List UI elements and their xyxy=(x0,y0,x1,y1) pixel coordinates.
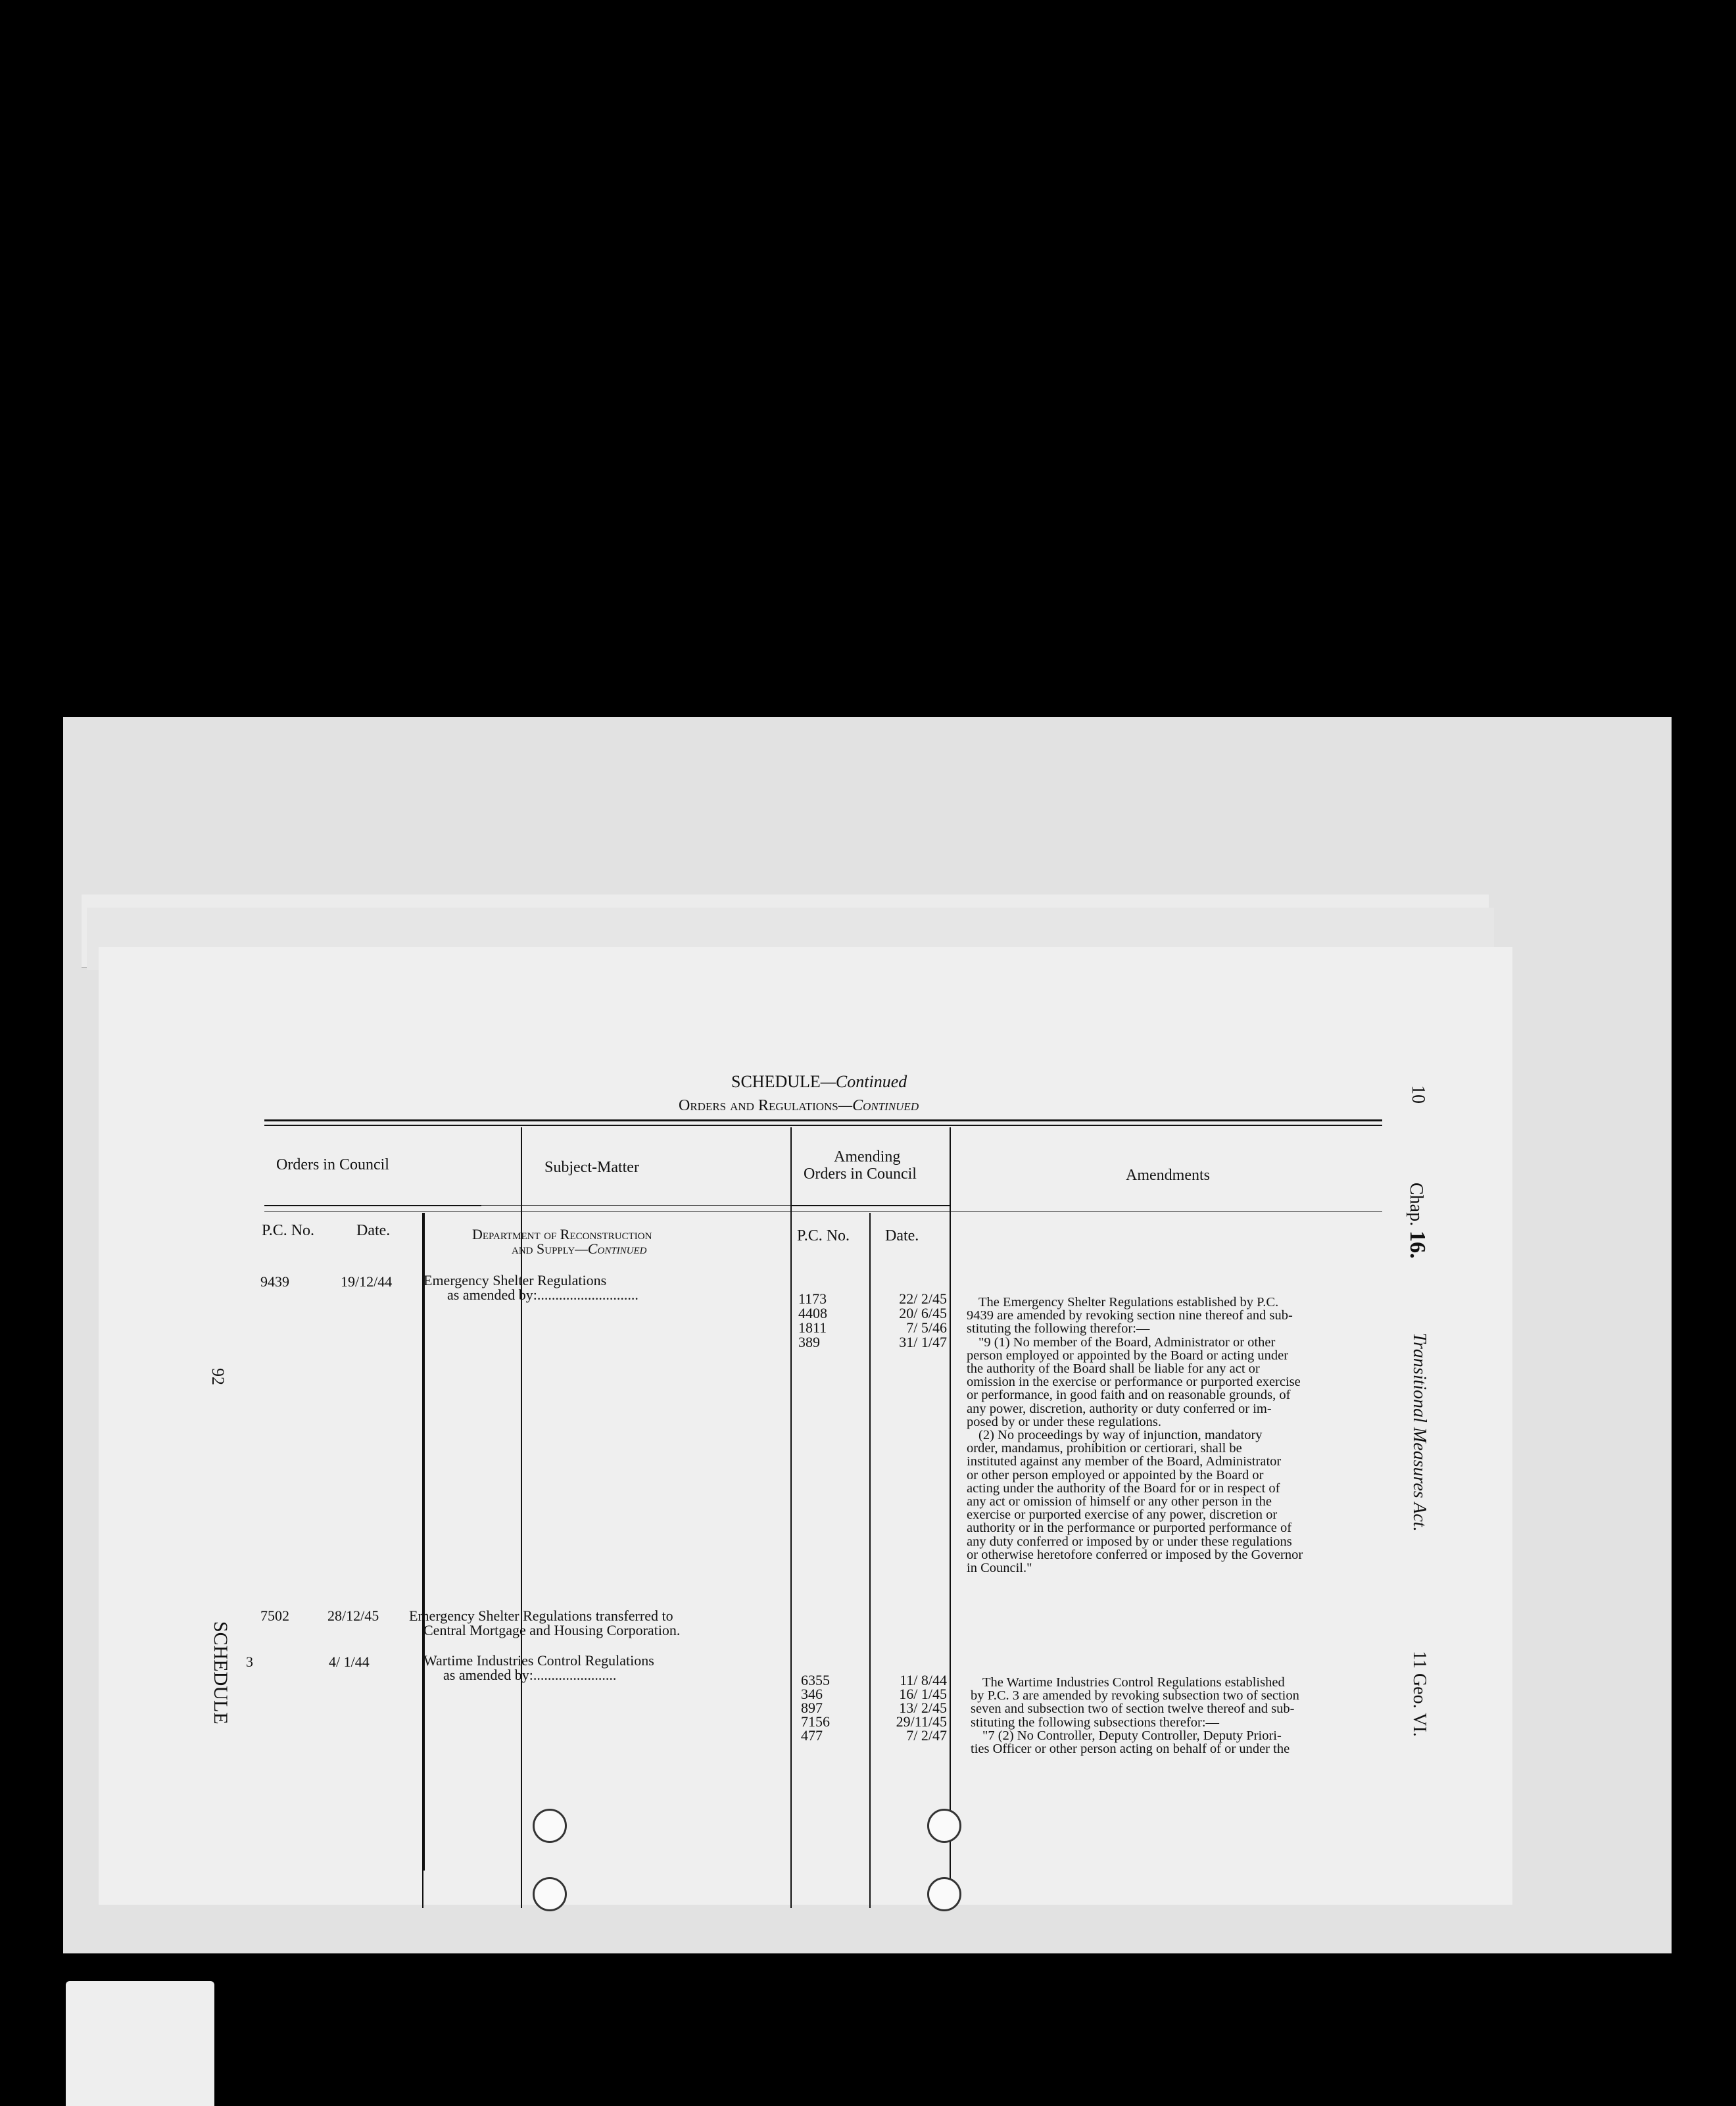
amendment-line: exercise or purported exercise of any power, discretion or xyxy=(967,1507,1278,1523)
margin-act-title: Transitional Measures Act. xyxy=(1409,1333,1430,1532)
header-rule-amending xyxy=(790,1205,950,1206)
amendment-line: The Emergency Shelter Regulations established by P.C. xyxy=(978,1295,1279,1310)
amendment-line: person employed or appointed by the Board or acting under xyxy=(967,1348,1289,1363)
amending-date: 11/ 8/44 xyxy=(900,1672,947,1688)
entry-subject: Emergency Shelter Regulations xyxy=(423,1272,607,1288)
amending-pc: 1811 xyxy=(798,1319,827,1336)
entry-pc-no: 3 xyxy=(246,1653,253,1670)
punched-hole xyxy=(533,1877,567,1911)
entry-subject: Emergency Shelter Regulations transferred to xyxy=(409,1607,673,1624)
amending-pc: 897 xyxy=(801,1700,823,1716)
amending-pc-list xyxy=(798,1292,827,1350)
left-page-number: 92 xyxy=(208,1368,228,1385)
header-rule-oic xyxy=(264,1205,481,1206)
amending-date: 29/11/45 xyxy=(896,1713,947,1730)
amending-pc: 6355 xyxy=(801,1672,830,1688)
column-heading-amending-oic: Orders in Council xyxy=(804,1165,917,1183)
amending-date: 7/ 5/46 xyxy=(906,1319,947,1336)
column-line-date xyxy=(422,1213,423,1908)
entry-date: 19/12/44 xyxy=(341,1273,393,1290)
amending-date: 22/ 2/45 xyxy=(899,1290,947,1307)
amendment-line: instituted against any member of the Board, Administrator xyxy=(967,1454,1282,1469)
amendment-line: "7 (2) No Controller, Deputy Controller, Deputy Priori- xyxy=(982,1728,1282,1743)
amending-pc: 389 xyxy=(798,1334,820,1350)
amending-pc: 4408 xyxy=(798,1305,827,1321)
amendment-line: order, mandamus, prohibition or certiorari, shall be xyxy=(967,1441,1242,1456)
amendment-line: by P.C. 3 are amended by revoking subsection two of section xyxy=(971,1688,1299,1703)
page-subtitle: Orders and Regulations—Continued xyxy=(679,1097,919,1114)
punched-hole xyxy=(533,1809,567,1843)
amending-pc: 346 xyxy=(801,1686,823,1702)
left-running-head: SCHEDULE xyxy=(210,1621,231,1725)
department-heading: Department of Reconstruction xyxy=(472,1226,652,1242)
amendment-line: ties Officer or other person acting on behalf of or under the xyxy=(971,1742,1290,1757)
column-heading-amendments: Amendments xyxy=(1126,1167,1210,1184)
header-rule-top-2 xyxy=(264,1125,1382,1126)
amendment-line: The Wartime Industries Control Regulations established xyxy=(982,1675,1285,1690)
amendment-line: stituting the following therefor:— xyxy=(967,1321,1150,1336)
column-heading-amending: Amending xyxy=(834,1148,901,1165)
entry-subject-continued: Central Mortgage and Housing Corporation. xyxy=(423,1622,681,1638)
amending-date: 16/ 1/45 xyxy=(899,1686,947,1702)
entry-date: 4/ 1/44 xyxy=(329,1653,370,1670)
amending-date: 31/ 1/47 xyxy=(899,1334,947,1350)
amending-date: 7/ 2/47 xyxy=(906,1727,947,1744)
page-title: SCHEDULE—Continued xyxy=(731,1072,907,1091)
entry-pc-no: 9439 xyxy=(260,1273,289,1290)
amendment-line: the authority of the Board shall be liable for any act or xyxy=(967,1361,1260,1377)
amendment-line: any duty conferred or imposed by or under these regulations xyxy=(967,1534,1292,1549)
amendment-line: authority or in the performance or purported performance of xyxy=(967,1521,1292,1536)
column-line xyxy=(423,1213,425,1871)
column-heading-date: Date. xyxy=(356,1222,391,1239)
amendment-line: acting under the authority of the Board for or in respect of xyxy=(967,1481,1280,1496)
amendment-line: 9439 are amended by revoking section nine thereof and sub- xyxy=(967,1308,1293,1323)
entry-subject-amended: as amended by:....................... xyxy=(443,1667,617,1683)
column-line-amendments xyxy=(950,1127,951,1908)
margin-chapter: Chap. 16. xyxy=(1405,1183,1430,1259)
amending-pc: 1173 xyxy=(798,1290,827,1307)
column-heading-amending-pc-no: P.C. No. xyxy=(797,1227,850,1244)
amendment-line: any power, discretion, authority or duty conferred or im- xyxy=(967,1401,1272,1416)
amendment-line: posed by or under these regulations. xyxy=(967,1414,1162,1429)
amendment-text-emergency-shelter xyxy=(967,1296,1303,1575)
amendment-line: "9 (1) No member of the Board, Administrator or other xyxy=(978,1335,1276,1350)
column-heading-pc-no: P.C. No. xyxy=(262,1222,315,1239)
punched-hole xyxy=(927,1809,961,1843)
department-heading-continued: and Supply—Continued xyxy=(512,1240,647,1257)
column-heading-amending-date: Date. xyxy=(885,1227,919,1244)
amendment-line: (2) No proceedings by way of injunction, mandatory xyxy=(978,1428,1263,1443)
amendment-line: omission in the exercise or performance or purported exercise xyxy=(967,1375,1301,1390)
amendment-line: or performance, in good faith and on reasonable grounds, of xyxy=(967,1388,1291,1403)
amending-date: 20/ 6/45 xyxy=(899,1305,947,1321)
paper-tab xyxy=(66,1981,214,2106)
column-heading-subject-matter: Subject-Matter xyxy=(544,1159,639,1176)
entry-subject-amended: as amended by:............................ xyxy=(447,1286,639,1303)
amending-date-list xyxy=(875,1292,947,1350)
amending-pc: 477 xyxy=(801,1727,823,1744)
amending-pc: 7156 xyxy=(801,1713,830,1730)
amendment-line: stituting the following subsections therefor:— xyxy=(971,1715,1220,1730)
amending-date-list xyxy=(875,1673,947,1742)
entry-pc-no: 7502 xyxy=(260,1607,289,1624)
amending-date: 13/ 2/45 xyxy=(899,1700,947,1716)
amendment-line: or otherwise heretofore conferred or imposed by the Governor xyxy=(967,1547,1303,1562)
amendment-line: seven and subsection two of section twelve thereof and sub- xyxy=(971,1702,1295,1717)
punched-hole xyxy=(927,1877,961,1911)
margin-page-number: 10 xyxy=(1408,1085,1428,1104)
column-line-amending xyxy=(790,1127,792,1908)
header-rule-subject xyxy=(480,1205,792,1206)
entry-date: 28/12/45 xyxy=(327,1607,379,1624)
amending-pc-list xyxy=(801,1673,830,1742)
header-rule-top xyxy=(264,1119,1382,1121)
entry-subject: Wartime Industries Control Regulations xyxy=(423,1652,654,1669)
amendment-text-wartime-industries xyxy=(971,1676,1299,1755)
column-line-amending-date xyxy=(869,1213,871,1908)
amendment-line: or other person employed or appointed by the Board or xyxy=(967,1467,1264,1482)
column-heading-orders-in-council: Orders in Council xyxy=(276,1156,389,1173)
margin-regnal-year: 11 Geo. VI. xyxy=(1409,1651,1430,1737)
document-page xyxy=(99,947,1512,1905)
amendment-line: in Council." xyxy=(967,1561,1032,1576)
amendment-line: any act or omission of himself or any other person in the xyxy=(967,1494,1272,1509)
